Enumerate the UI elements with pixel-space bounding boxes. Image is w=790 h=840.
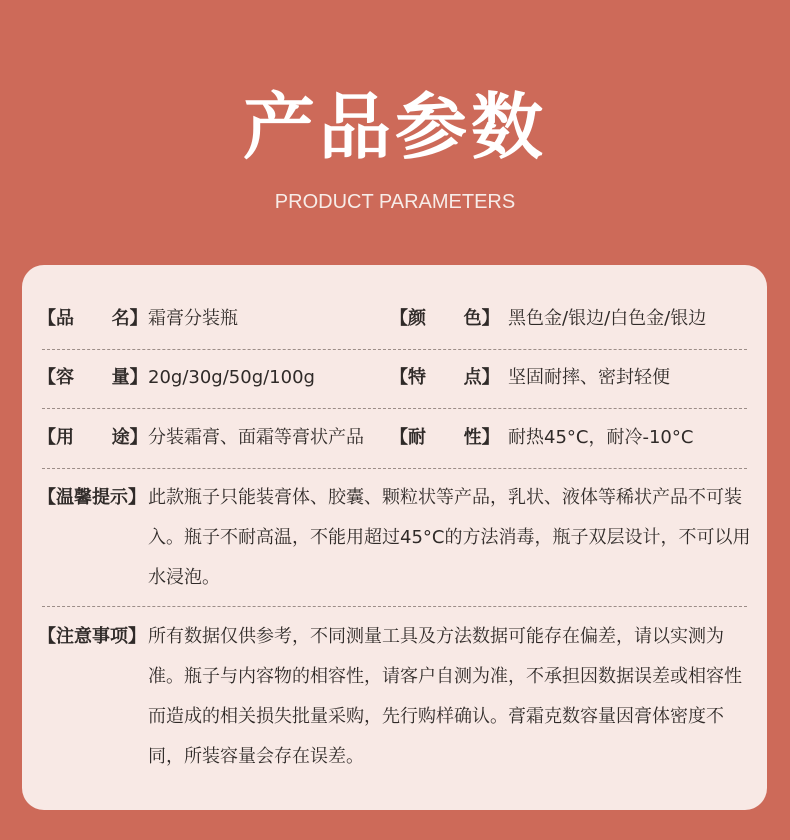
param-capacity-value: 20g/30g/50g/100g [148, 367, 315, 388]
param-resistance-value: 耐热45°C，耐冷-10°C [508, 427, 694, 448]
param-usage-value: 分装霜膏、面霜等膏状产品 [148, 427, 364, 448]
notice-label: 【注意事项】 [38, 626, 146, 647]
param-feature-value: 坚固耐摔、密封轻便 [508, 367, 670, 388]
param-resistance-label: 【耐 性】 [390, 427, 500, 448]
divider [42, 606, 747, 607]
param-usage-label: 【用 途】 [38, 427, 148, 448]
tips-label: 【温馨提示】 [38, 487, 146, 508]
divider [42, 408, 747, 409]
parameters-card [22, 265, 767, 810]
page-subtitle: PRODUCT PARAMETERS [274, 191, 516, 213]
param-name-label: 【品 名】 [38, 308, 148, 329]
notice-text: 所有数据仅供参考，不同测量工具及方法数据可能存在偏差，请以实测为准。瓶子与内容物的相容性，请客户自测为准，不承担因数据误差或相容性而造成的相关损失批量采购，先行购样确认。膏霜克数容量因膏体密度不同，所装容量会存在误差。 [148, 626, 742, 767]
param-color-label: 【颜 色】 [390, 308, 500, 329]
tips-block [38, 478, 752, 598]
param-color-value: 黑色金/银边/白色金/银边 [508, 308, 707, 329]
param-feature-label: 【特 点】 [390, 367, 500, 388]
divider [42, 349, 747, 350]
notice-block [38, 617, 752, 777]
param-name-value: 霜膏分装瓶 [148, 308, 238, 329]
divider [42, 468, 747, 469]
page-title: 产品参数 [242, 84, 547, 169]
tips-text: 此款瓶子只能装膏体、胶囊、颗粒状等产品，乳状、液体等稀状产品不可装入。瓶子不耐高温，不能用超过45°C的方法消毒，瓶子双层设计，不可以用水浸泡。 [148, 487, 751, 588]
param-capacity-label: 【容 量】 [38, 367, 148, 388]
